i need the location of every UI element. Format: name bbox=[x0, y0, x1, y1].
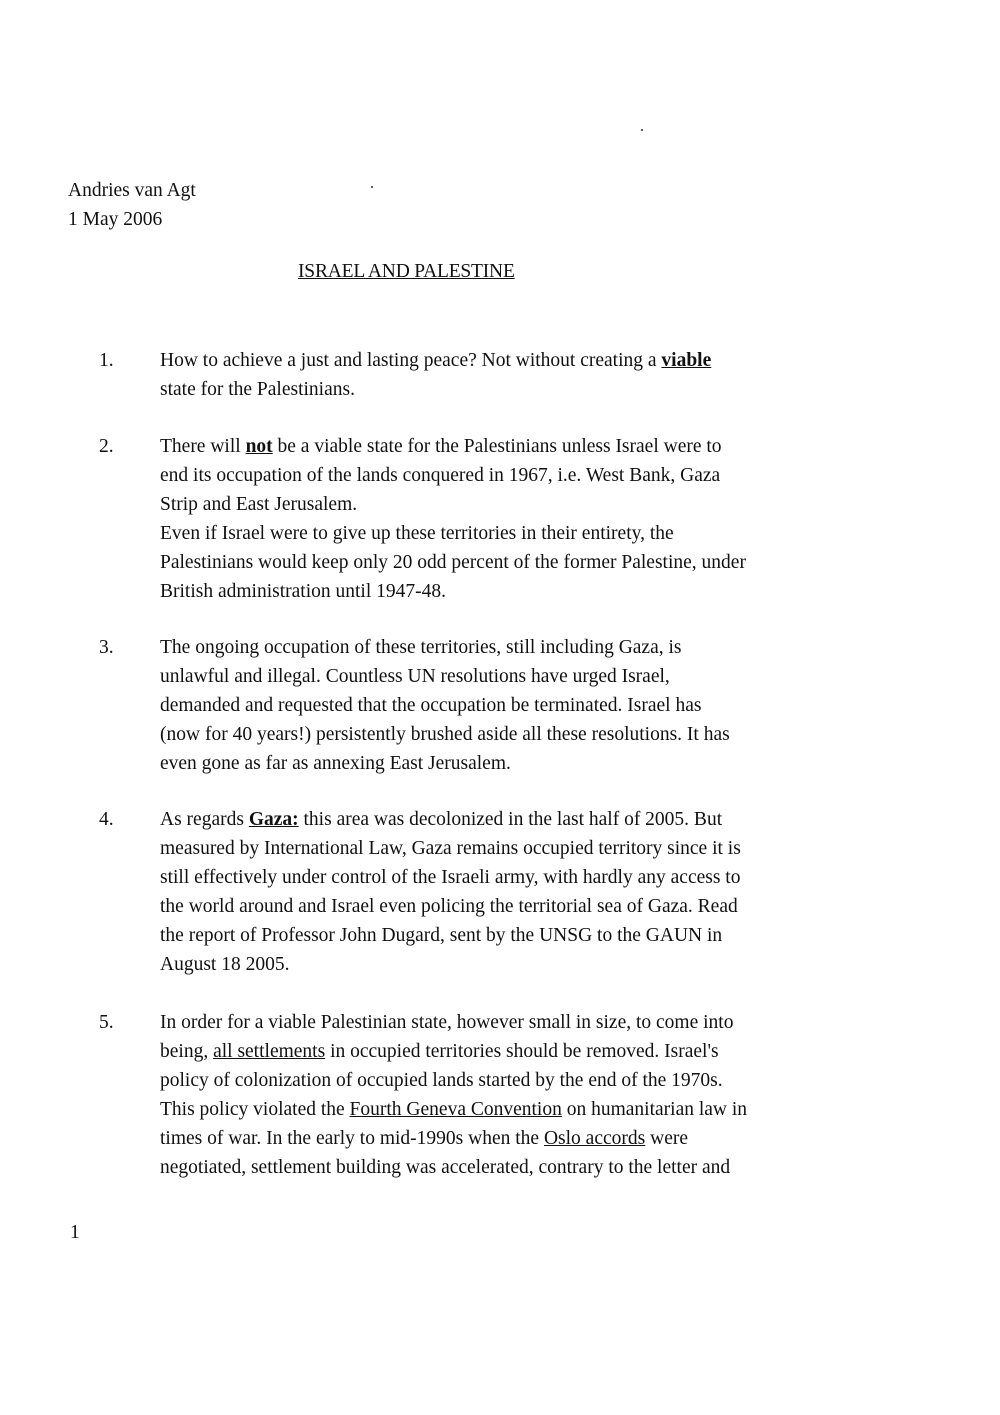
scan-speck bbox=[371, 186, 373, 188]
text-line: Palestinians would keep only 20 odd percent of the former Palestine, under bbox=[160, 552, 746, 573]
text-line: (now for 40 years!) persistently brushed aside all these resolutions. It has bbox=[160, 724, 730, 745]
emphasis-gaza: Gaza: bbox=[248, 809, 299, 830]
text-run: this area was decolonized in the last half of 2005. But bbox=[298, 809, 723, 830]
page-number: 1 bbox=[70, 1222, 80, 1243]
text-line bbox=[160, 805, 800, 834]
underlined-all-settlements: all settlements bbox=[213, 1041, 326, 1062]
text-line: The ongoing occupation of these territories, still including Gaza, is bbox=[160, 637, 682, 658]
text-line: still effectively under control of the Israeli army, with hardly any access to bbox=[160, 867, 741, 888]
author-name: Andries van Agt bbox=[68, 180, 196, 201]
text-run: There will bbox=[160, 436, 246, 457]
paragraph-text bbox=[160, 432, 800, 606]
document-date: 1 May 2006 bbox=[68, 209, 163, 230]
paragraph-number: 3. bbox=[99, 637, 114, 658]
text-line: August 18 2005. bbox=[160, 954, 290, 975]
paragraph-number: 4. bbox=[99, 809, 114, 830]
underlined-oslo-accords: Oslo accords bbox=[543, 1128, 646, 1149]
scan-speck bbox=[641, 129, 643, 131]
paragraph-number: 2. bbox=[99, 436, 114, 457]
text-line bbox=[160, 1124, 800, 1153]
text-line bbox=[160, 432, 800, 461]
text-line: Even if Israel were to give up these territories in their entirety, the bbox=[160, 523, 674, 544]
document-title: ISRAEL AND PALESTINE bbox=[298, 261, 515, 282]
paragraph-text bbox=[160, 346, 800, 404]
text-line bbox=[160, 346, 800, 375]
text-line: In order for a viable Palestinian state, however small in size, to come into bbox=[160, 1012, 734, 1033]
text-run: were bbox=[645, 1128, 688, 1149]
text-run: be a viable state for the Palestinians unless Israel were to bbox=[272, 436, 722, 457]
text-line: end its occupation of the lands conquered in 1967, i.e. West Bank, Gaza bbox=[160, 465, 721, 486]
text-run: being, bbox=[160, 1041, 214, 1062]
text-line: the world around and Israel even policing the territorial sea of Gaza. Read bbox=[160, 896, 738, 917]
text-line bbox=[160, 1095, 800, 1124]
text-line: policy of colonization of occupied lands started by the end of the 1970s. bbox=[160, 1070, 723, 1091]
text-line: British administration until 1947-48. bbox=[160, 581, 446, 602]
text-run: How to achieve a just and lasting peace? Not without creating a bbox=[160, 350, 662, 371]
text-line: even gone as far as annexing East Jerusalem. bbox=[160, 753, 511, 774]
paragraph-text bbox=[160, 805, 800, 979]
text-line: state for the Palestinians. bbox=[160, 379, 355, 400]
paragraph-number: 5. bbox=[99, 1012, 114, 1033]
text-run: in occupied territories should be removed. Israel's bbox=[325, 1041, 719, 1062]
paragraph-text bbox=[160, 633, 800, 778]
text-line: unlawful and illegal. Countless UN resolutions have urged Israel, bbox=[160, 666, 670, 687]
emphasis-viable: viable bbox=[661, 350, 712, 371]
text-line: the report of Professor John Dugard, sent by the UNSG to the GAUN in bbox=[160, 925, 723, 946]
text-line: measured by International Law, Gaza remains occupied territory since it is bbox=[160, 838, 741, 859]
text-line bbox=[160, 1037, 800, 1066]
author-block bbox=[68, 176, 196, 234]
text-line: demanded and requested that the occupation be terminated. Israel has bbox=[160, 695, 702, 716]
emphasis-not: not bbox=[245, 436, 273, 457]
text-run: This policy violated the bbox=[160, 1099, 350, 1120]
text-run: on humanitarian law in bbox=[561, 1099, 748, 1120]
text-line: negotiated, settlement building was accelerated, contrary to the letter and bbox=[160, 1157, 731, 1178]
underlined-fourth-geneva-convention: Fourth Geneva Convention bbox=[349, 1099, 562, 1120]
text-run: times of war. In the early to mid-1990s when the bbox=[160, 1128, 544, 1149]
text-line: Strip and East Jerusalem. bbox=[160, 494, 358, 515]
text-run: As regards bbox=[160, 809, 249, 830]
paragraph-number: 1. bbox=[99, 350, 114, 371]
paragraph-text bbox=[160, 1008, 800, 1182]
